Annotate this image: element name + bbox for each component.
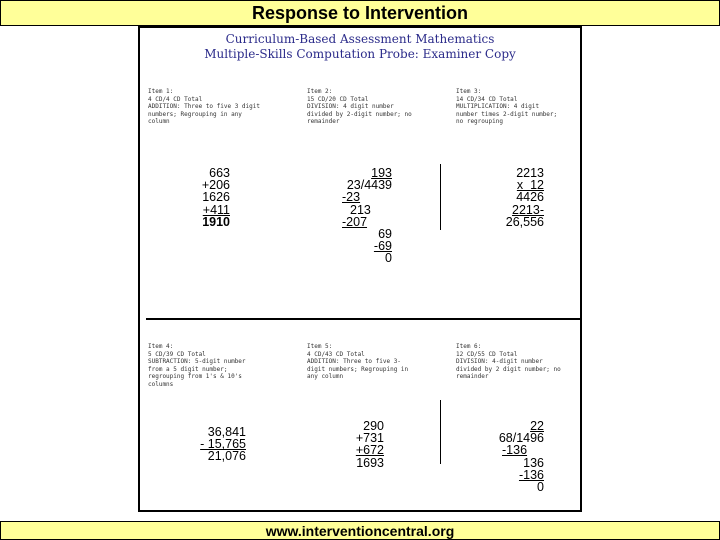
item-6-skill: DIVISION: 4-digit number bbox=[456, 358, 543, 366]
work-line: 213 bbox=[350, 202, 371, 217]
work-answer: 1910 bbox=[202, 214, 230, 229]
work-quotient: 22 bbox=[530, 419, 544, 433]
work-line: 23/4439 bbox=[346, 178, 392, 193]
work-answer: 0 bbox=[385, 251, 392, 266]
work-line: +411 bbox=[202, 202, 230, 217]
work-line: - 15,765 bbox=[200, 437, 246, 452]
item-5-skill-cont: digit numbers; Regrouping in bbox=[307, 365, 409, 373]
work-line: +731 bbox=[355, 431, 384, 446]
item-1-skill-cont2: column bbox=[148, 118, 170, 126]
work-answer: 21,076 bbox=[207, 449, 246, 464]
work-line: 290 bbox=[363, 419, 384, 433]
item-4-skill: SUBTRACTION: 5-digit number bbox=[148, 358, 246, 366]
item-2-skill-cont2: remainder bbox=[307, 118, 340, 126]
item-6-skill-cont2: remainder bbox=[456, 373, 489, 381]
column-divider bbox=[440, 164, 441, 230]
item-2-skill: DIVISION: 4 digit number bbox=[307, 103, 394, 111]
slide-header-bar bbox=[0, 0, 720, 26]
section-divider bbox=[146, 318, 580, 320]
item-2-problem bbox=[320, 167, 392, 265]
item-4-description bbox=[148, 343, 276, 389]
item-1-label: Item 1: bbox=[148, 88, 174, 95]
item-3-skill: MULTIPLICATION: 4 digit bbox=[456, 103, 540, 111]
item-1-problem bbox=[180, 167, 230, 228]
item-1-skill: ADDITION: Three to five 3 digit bbox=[148, 103, 260, 111]
item-6-skill-cont: divided by 2 digit number; no bbox=[456, 365, 561, 373]
work-answer: 0 bbox=[537, 480, 544, 495]
document-title: Curriculum-Based Assessment Mathematics bbox=[225, 32, 495, 46]
work-line: -69 bbox=[373, 239, 392, 254]
item-6-label: Item 6: bbox=[456, 343, 482, 350]
work-line: 1626 bbox=[202, 190, 230, 205]
item-2-label: Item 2: bbox=[307, 88, 333, 95]
item-4-skill-cont3: columns bbox=[148, 380, 174, 388]
item-3-description bbox=[456, 88, 584, 126]
item-4-skill-cont2: regrouping from 1's & 10's bbox=[148, 373, 242, 381]
item-1-cd: 4 CD/4 CD Total bbox=[148, 95, 203, 103]
item-1-description bbox=[148, 88, 276, 126]
item-4-label: Item 4: bbox=[148, 343, 174, 350]
work-line: -136 bbox=[518, 467, 544, 482]
work-line: 4426 bbox=[516, 190, 544, 205]
work-quotient: 193 bbox=[371, 166, 392, 180]
work-line: +672 bbox=[355, 443, 384, 458]
work-line: 36,841 bbox=[207, 425, 246, 439]
work-line: -23 bbox=[342, 190, 361, 205]
work-answer: 1693 bbox=[356, 455, 384, 470]
document-subtitle: Multiple-Skills Computation Probe: Examiner Copy bbox=[204, 47, 516, 61]
work-line: 69 bbox=[378, 227, 392, 242]
work-line: -136 bbox=[502, 443, 528, 458]
item-6-problem bbox=[480, 420, 544, 493]
item-5-problem bbox=[340, 420, 384, 469]
slide-footer-bar bbox=[0, 521, 720, 540]
cba-probe-document bbox=[138, 26, 582, 512]
item-2-skill-cont: divided by 2-digit number; no bbox=[307, 110, 412, 118]
work-line: 2213- bbox=[512, 202, 544, 217]
work-line: 136 bbox=[523, 455, 544, 470]
item-4-cd: 5 CD/39 CD Total bbox=[148, 350, 206, 358]
work-answer: 26,556 bbox=[505, 214, 544, 229]
item-3-problem bbox=[490, 167, 544, 228]
item-3-label: Item 3: bbox=[456, 88, 482, 95]
work-line: -207 bbox=[342, 214, 368, 229]
item-3-skill-cont: number times 2-digit number; bbox=[456, 110, 558, 118]
item-2-description bbox=[307, 88, 435, 126]
item-5-skill-cont2: any column bbox=[307, 373, 344, 381]
item-5-label: Item 5: bbox=[307, 343, 333, 350]
item-6-description bbox=[456, 343, 584, 381]
work-line: x 12 bbox=[516, 178, 544, 193]
item-3-cd: 14 CD/34 CD Total bbox=[456, 95, 518, 103]
item-5-skill: ADDITION: Three to five 3- bbox=[307, 358, 401, 366]
work-line: 663 bbox=[209, 166, 230, 180]
item-1-skill-cont: numbers; Regrouping in any bbox=[148, 110, 242, 118]
work-line: 2213 bbox=[516, 166, 544, 180]
item-4-skill-cont: from a 5 digit number; bbox=[148, 365, 228, 373]
item-6-cd: 12 CD/55 CD Total bbox=[456, 350, 518, 358]
column-divider bbox=[440, 400, 441, 464]
item-4-problem bbox=[178, 426, 246, 463]
item-5-description bbox=[307, 343, 435, 381]
footer-url: www.interventioncentral.org bbox=[265, 522, 455, 539]
work-line: 68/1496 bbox=[498, 431, 544, 446]
item-5-cd: 4 CD/43 CD Total bbox=[307, 350, 365, 358]
item-2-cd: 15 CD/20 CD Total bbox=[307, 95, 369, 103]
work-line: +206 bbox=[201, 178, 230, 193]
item-3-skill-cont2: no regrouping bbox=[456, 118, 503, 126]
slide-title: Response to Intervention bbox=[251, 2, 469, 23]
